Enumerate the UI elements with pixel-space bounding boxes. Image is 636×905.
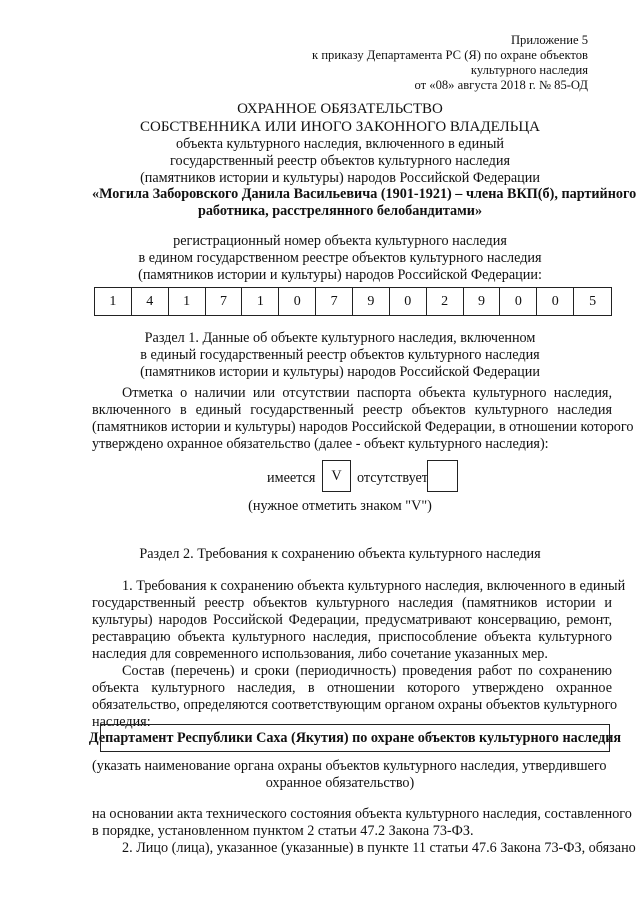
reg-digit: 5 xyxy=(589,294,597,309)
title-line-1: ОХРАННОЕ ОБЯЗАТЕЛЬСТВО xyxy=(237,101,443,117)
works-line-3: обязательство, определяются соответствующим органом охраны объектов культурного xyxy=(92,697,618,713)
reg-digit: 7 xyxy=(316,288,353,315)
registration-line-2: в едином государственном реестре объектов культурного наследия xyxy=(138,250,542,266)
passport-paragraph-line-4: утверждено охранное обязательство (далее - объект культурного наследия): xyxy=(92,436,549,452)
passport-absent-label: отсутствует xyxy=(357,470,428,486)
title-line-2: СОБСТВЕННИКА ИЛИ ИНОГО ЗАКОННОГО ВЛАДЕЛЬЦА xyxy=(139,119,540,135)
title-line-3: объекта культурного наследия, включенного в единый xyxy=(176,136,504,152)
requirements-line-5: наследия для современного использования, либо сочетание указанных мер. xyxy=(92,646,548,662)
object-name xyxy=(92,186,636,220)
title-line-5: (памятников истории и культуры) народов Российской Федерации xyxy=(140,170,540,186)
department-hint-line-2: охранное обязательство) xyxy=(265,775,415,791)
object-name-line-1: «Могила Заборовского Данила Васильевича (1901-1921) – члена ВКП(б), партийного xyxy=(92,186,636,202)
reg-digit: 0 xyxy=(537,288,574,315)
section-2-heading xyxy=(92,546,588,563)
works-line-4: наследия: xyxy=(92,714,151,730)
department-hint xyxy=(92,758,607,792)
works-line-2: объекта культурного наследия, в отношении которого утверждено охранное xyxy=(92,680,612,696)
registration-number-grid xyxy=(94,287,612,316)
reg-digit: 4 xyxy=(132,288,169,315)
reg-digit: 0 xyxy=(500,288,537,315)
reg-digit: 2 xyxy=(427,288,464,315)
title-line-4: государственный реестр объектов культурного наследия xyxy=(170,153,510,169)
registration-line-3: (памятников истории и культуры) народов Российской Федерации: xyxy=(138,267,542,283)
basis-line-3: 2. Лицо (лица), указанное (указанные) в пункте 11 статьи 47.6 Закона 73-ФЗ, обязано xyxy=(122,840,636,856)
passport-absent-checkbox[interactable] xyxy=(427,460,458,492)
reg-digit: 0 xyxy=(279,288,316,315)
requirements-line-4: реставрацию объекта культурного наследия, приспособление объекта культурного xyxy=(92,629,612,645)
reg-digit: 7 xyxy=(206,288,243,315)
reg-digit: 9 xyxy=(353,288,390,315)
passport-paragraph xyxy=(92,385,634,453)
passport-paragraph-line-1: Отметка о наличии или отсутствии паспорта объекта культурного наследия, xyxy=(122,385,612,401)
passport-note xyxy=(92,498,588,515)
section-1-line-1: Раздел 1. Данные об объекте культурного наследия, включенном xyxy=(144,330,536,346)
basis-line-2: в порядке, установленном пунктом 2 статьи 47.2 Закона 73-ФЗ. xyxy=(92,823,474,839)
registration-line-1: регистрационный номер объекта культурного наследия xyxy=(173,233,507,249)
department-hint-line-1: (указать наименование органа охраны объектов культурного наследия, утвердившего xyxy=(92,758,607,774)
basis-paragraph xyxy=(92,806,636,857)
reg-digit: 9 xyxy=(464,288,501,315)
reg-digit: 1 xyxy=(242,288,279,315)
section-1-line-3: (памятников истории и культуры) народов Российской Федерации xyxy=(140,364,540,380)
reg-digit: 1 xyxy=(169,288,206,315)
works-line-1: Состав (перечень) и сроки (периодичность) проведения работ по сохранению xyxy=(122,663,612,679)
reg-digit: 0 xyxy=(390,288,427,315)
requirements-line-2: государственный реестр объектов культурного наследия (памятников истории и xyxy=(92,595,612,611)
registration-caption xyxy=(92,233,588,284)
passport-exists-label: имеется xyxy=(267,470,316,486)
requirements-paragraph xyxy=(92,578,626,663)
passport-paragraph-line-3: (памятников истории и культуры) народов Российской Федерации, в отношении которого xyxy=(92,419,634,435)
appendix-order-ref-cont: культурного наследия xyxy=(470,63,588,77)
appendix-order-ref: к приказу Департамента РС (Я) по охране объектов xyxy=(312,48,588,62)
section-2-title: Раздел 2. Требования к сохранению объекта культурного наследия xyxy=(139,546,541,562)
reg-digit: 1 xyxy=(95,288,132,315)
department-name-box: Департамент Республики Саха (Якутия) по охране объектов культурного наследия xyxy=(100,724,610,752)
basis-line-1: на основании акта технического состояния объекта культурного наследия, составленного xyxy=(92,806,632,822)
section-1-line-2: в единый государственный реестр объектов культурного наследия xyxy=(140,347,540,363)
passport-paragraph-line-2: включенного в единый государственный реестр объектов культурного наследия xyxy=(92,402,612,418)
appendix-number: Приложение 5 xyxy=(510,33,588,47)
appendix-header xyxy=(288,33,588,93)
passport-checkboxes xyxy=(0,460,636,494)
object-name-line-2: работника, расстрелянного белобандитами» xyxy=(197,203,483,219)
requirements-line-3: культуры) народов Российской Федерации, предусматривают консервацию, ремонт, xyxy=(92,612,612,628)
document-title xyxy=(92,100,588,187)
section-1-heading xyxy=(92,330,588,381)
passport-note-text: (нужное отметить знаком "V") xyxy=(248,498,432,514)
appendix-order-date: от «08» августа 2018 г. № 85-ОД xyxy=(414,78,588,92)
passport-exists-checkbox[interactable]: V xyxy=(322,460,351,492)
works-paragraph xyxy=(92,663,618,731)
requirements-line-1: 1. Требования к сохранению объекта культурного наследия, включенного в единый xyxy=(122,578,626,594)
